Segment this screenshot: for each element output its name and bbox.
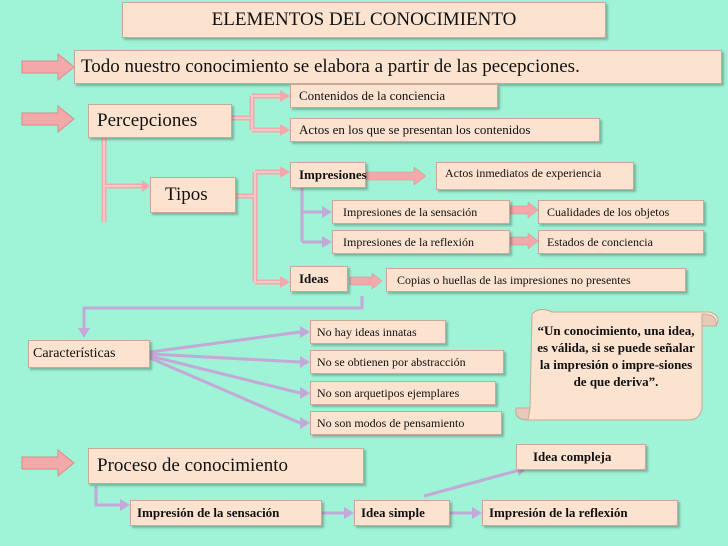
cualidades-node: Cualidades de los objetos (538, 200, 704, 224)
impresiones-node: Impresiones (290, 162, 366, 188)
copias-node: Copias o huellas de las impresiones no presentes (386, 268, 686, 292)
pointer-arrow-icon (22, 54, 74, 80)
estados-node: Estados de conciencia (538, 230, 704, 254)
impresiones-reflexion-node: Impresiones de la reflexión (332, 230, 510, 254)
caracteristica-item: No se obtienen por abstracción (310, 350, 504, 374)
pointer-arrow-icon (22, 450, 74, 476)
ideas-node: Ideas (290, 266, 348, 292)
idea-compleja-node: Idea compleja (516, 444, 646, 470)
caracteristica-item: No son modos de pensamiento (310, 411, 502, 435)
contenidos-node: Contenidos de la conciencia (290, 84, 498, 108)
tipos-node: Tipos (150, 177, 236, 213)
percepciones-node: Percepciones (88, 104, 232, 138)
quote-text: “Un conocimiento, una idea, es válida, si se puede señalar la impresión o impre-siones de que deriva”. (537, 323, 695, 389)
idea-simple-node: Idea simple (354, 500, 450, 526)
proceso-node: Proceso de conocimiento (88, 448, 364, 484)
caracteristicas-node: Características (28, 340, 150, 368)
impresion-sensacion-node: Impresión de la sensación (130, 500, 322, 526)
impresiones-sensacion-node: Impresiones de la sensación (332, 200, 510, 224)
actos-inmediatos-node: Actos inmediatos de experiencia (436, 162, 634, 190)
caracteristica-item: No son arquetipos ejemplares (310, 381, 496, 405)
caracteristica-item: No hay ideas innatas (310, 320, 446, 344)
pointer-arrow-icon (22, 106, 74, 132)
intro-statement: Todo nuestro conocimiento se elabora a partir de las pecepciones. (74, 50, 722, 84)
page-title: ELEMENTOS DEL CONOCIMIENTO (122, 2, 606, 38)
impresion-reflexion-node: Impresión de la reflexión (482, 500, 678, 526)
actos-node: Actos en los que se presentan los contenidos (290, 118, 600, 142)
